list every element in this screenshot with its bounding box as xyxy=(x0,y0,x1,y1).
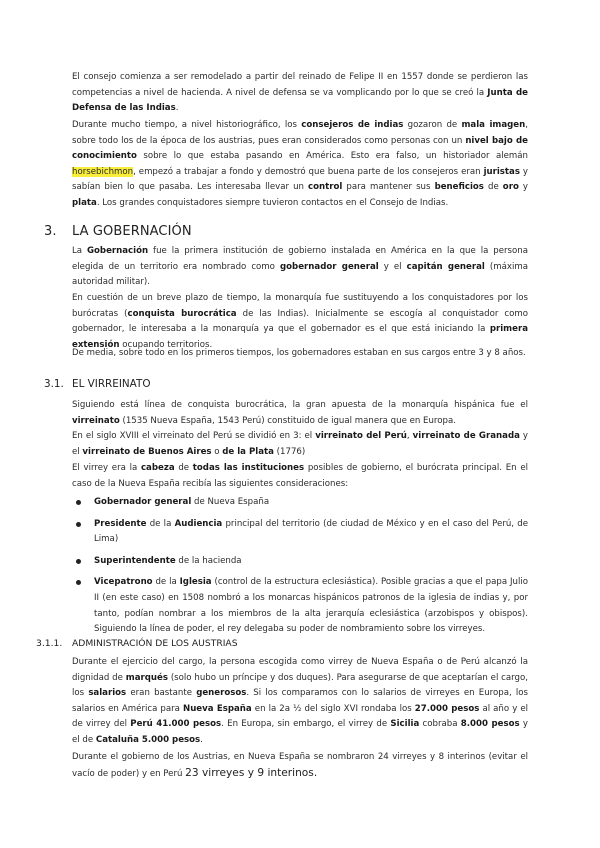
section-3-1-1-number: 3.1.1. xyxy=(36,638,63,649)
bullet-icon xyxy=(76,580,81,585)
bullet-icon xyxy=(76,559,81,564)
intro-paragraph-2: Durante mucho tiempo, a nivel historiográfico, los consejeros de indias gozaron de mala imagen, sobre todo los de la época de los austrias, pues eran considerados como personas con un nivel bajo de conocimiento sobre lo que estaba pasando en América. Esto era falso, un historiador alemán horsebichmon, empezó a trabajar a fondo y demostró que buena parte de los consejeros eran juristas y sabían bien lo que pasaba. Les interesaba llevar un control para mantener sus beneficios de oro y plata. Los grandes conquistadores siempre tuvieron contactos en el Consejo de Indias. xyxy=(72,120,528,208)
list-item: Superintendente de la hacienda xyxy=(94,554,528,570)
section-3-1-paragraph-1: Siguiendo está línea de conquista burocrática, la gran apuesta de la monarquía hispánica fue el virreinato (1535 Nueva España, 1543 Perú) constituido de igual manera que en Europa. xyxy=(72,400,528,426)
section-3-1-1-heading xyxy=(36,638,528,652)
bullet-icon xyxy=(76,500,81,505)
section-3-title: LA GOBERNACIÓN xyxy=(72,224,192,239)
section-3-number: 3. xyxy=(44,224,57,239)
list-item: Gobernador general de Nueva España xyxy=(94,495,528,511)
section-3-1-1-title: ADMINISTRACIÓN DE LOS AUSTRIAS xyxy=(72,638,238,649)
list-item: Vicepatrono de la Iglesia (control de la estructura eclesiástica). Posible gracias a que el papa Julio II (en este caso) en 1508 nombró a los monarcas hispánicos patronos de la iglesia de indias y, por tanto, podían nombrar a los miembros de la alta jerarquía eclesiástica (arzobispos y obispos). Siguiendo la línea de poder, el rey delegaba su poder de nombramiento sobre los virreyes. xyxy=(94,575,528,637)
section-3-1-1-paragraph-1: Durante el ejercicio del cargo, la persona escogida como virrey de Nueva España o de Perú alcanzó la dignidad de marqués (solo hubo un príncipe y dos duques). Para asegurarse de que aceptarían el cargo, los salarios eran bastante generosos. Si los comparamos con lo salarios de virreyes en Europa, los salarios en América para Nueva España en la 2a ½ del siglo XVI rondaba los 27.000 pesos al año y el de virrey del Perú 41.000 pesos. En Europa, sin embargo, el virrey de Sicilia cobraba 8.000 pesos y el de Cataluña 5.000 pesos. xyxy=(72,657,529,745)
section-3-paragraph-2: En cuestión de un breve plazo de tiempo, la monarquía fue sustituyendo a los conquistadores por los burócratas (conquista burocrática de las Indias). Inicialmente se escogía al conquistador como gobernador, le interesaba a la monarquía ya que el gobernador es el que está iniciando la primera extensión ocupando territorios. xyxy=(72,293,528,350)
section-3-1-title: EL VIRREINATO xyxy=(72,378,151,390)
section-3-heading xyxy=(44,224,528,242)
section-3-paragraph-3: De media, sobre todo en los primeros tiempos, los gobernadores estaban en sus cargos entre 3 y 8 años. xyxy=(72,348,526,358)
highlighted-name: horsebichmon xyxy=(72,166,134,177)
intro-paragraph-1: El consejo comienza a ser remodelado a partir del reinado de Felipe II en 1557 donde se perdieron las competencias a nivel de hacienda. A nivel de defensa se va vomplicando por lo que se creó la Junta de Defensa de las Indias. xyxy=(72,72,528,114)
section-3-1-paragraph-3: El virrey era la cabeza de todas las instituciones posibles de gobierno, el burócrata principal. En el caso de la Nueva España recibía las siguientes consideraciones: xyxy=(72,463,528,489)
section-3-1-1-paragraph-2: Durante el gobierno de los Austrias, en Nueva España se nombraron 24 virreyes y 8 interinos (evitar el vacío de poder) y en Perú 23 virreyes y 9 interinos. xyxy=(72,752,528,779)
section-3-1-heading xyxy=(44,378,528,393)
section-3-1-paragraph-2: En el siglo XVIII el virreinato del Perú se dividió en 3: el virreinato del Perú, virreinato de Granada y el virreinato de Buenos Aires o de la Plata (1776) xyxy=(72,431,529,457)
consideraciones-list xyxy=(94,495,528,638)
bullet-icon xyxy=(76,522,81,527)
section-3-1-number: 3.1. xyxy=(44,378,64,390)
section-3-paragraph-1: La Gobernación fue la primera institución de gobierno instalada en América en la que la persona elegida de un territorio era nombrado como gobernador general y el capitán general (máxima autoridad militar). xyxy=(72,246,528,288)
list-item: Presidente de la Audiencia principal del territorio (de ciudad de México y en el caso del Perú, de Lima) xyxy=(94,517,528,548)
